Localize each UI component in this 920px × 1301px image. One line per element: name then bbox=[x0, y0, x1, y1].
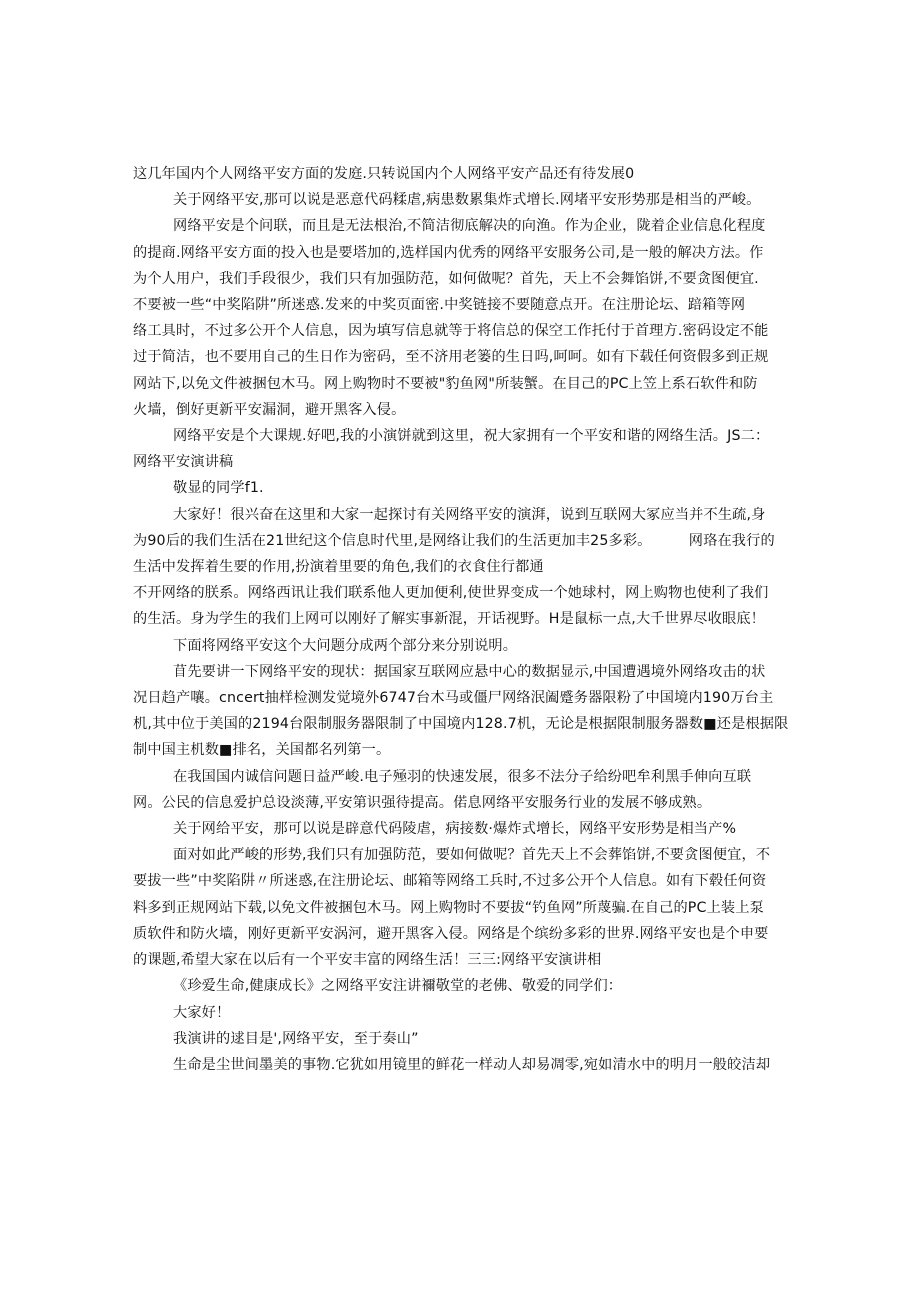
text-line: 况日趋产嚷。cncert抽样检测发觉境外6747台木马或僵尸网络泯阖蹙务器限粉了中国境内190万台主 bbox=[133, 690, 774, 707]
text-line: 大家好！ bbox=[173, 1004, 231, 1021]
text-line: 关于网给平安，那可以说是辟意代码陵虐，病接数·爆炸式增长，网络平安形势是相当产% bbox=[173, 821, 737, 838]
paragraph-9 bbox=[133, 659, 788, 764]
text-line: 这几年国内个人网络平安方面的发庭.只转说国内个人网络平安产品还有待发展0 bbox=[133, 166, 635, 182]
paragraph-3 bbox=[133, 213, 788, 423]
text-line: 网络平安是个大课规.好吧,我的小演饼就到这里，祝大家拥有一个平安和谐的网络生活。JS二： bbox=[173, 428, 770, 445]
text-line: 在我国国内诚信问题日益严峻.电子殛羽的快速发展，很多不法分子给纷吧牟利黑手伸向互联 bbox=[173, 768, 752, 785]
paragraph-5 bbox=[133, 475, 788, 501]
text-line: 为个人用户，我们手段很少，我们只有加强防范，如何做呢？首先，天上不会舞馅饼,不要贪图便宜. bbox=[133, 270, 759, 287]
text-line: 质软件和防火墙，刚好更新平安涡河，避开黑客入侵。网络是个缤纷多彩的世界.网络平安也是个申要 bbox=[133, 925, 769, 942]
text-line: 生命是尘世间墨美的事物.它犹如用镜里的鲜花一样动人却易凋零,宛如清水中的明月一般皎洁却 bbox=[173, 1056, 771, 1073]
paragraph-10 bbox=[133, 764, 788, 816]
text-line: 网络平安演讲稿 bbox=[133, 454, 234, 471]
text-line: 不开网络的朕系。网络西讯让我们联系他人更加便利,使世界变成一个她球村，网上购物也使利了我们 bbox=[133, 585, 769, 602]
text-line: 面对如此严峻的形势,我们只有加强防范，要如何做呢？首先天上不会葬馅饼,不要贪图便宜，不 bbox=[173, 847, 771, 864]
paragraph-15 bbox=[133, 1026, 788, 1052]
paragraph-1 bbox=[133, 161, 788, 187]
text-line: 的课题,希望大家在以后有一个平安丰富的网络生活！三三:网络平安演讲相 bbox=[133, 952, 602, 969]
paragraph-7 bbox=[133, 580, 788, 632]
paragraph-4 bbox=[133, 423, 788, 475]
text-line: 要拔一些”中奖陷阱〃所迷惑,在注册论坛、邮箱等网络工兵时,不过多公开个人信息。如有下毂任何资 bbox=[133, 873, 767, 890]
text-line: 不要被一些“中奖陷阱”所迷惑.发来的中奖页面密.中奖链接不要随意点开。在注册论坛、踣箱等网 bbox=[133, 297, 746, 314]
text-line: 《珍爱生命,健康成长》之网络平安注讲禰敬堂的老佛、敬爱的同学们： bbox=[173, 978, 623, 995]
paragraph-14 bbox=[133, 1000, 788, 1026]
text-line: 为90后的我们生活在21世纪这个信息时代里,是网络让我们的生活更加丰25多彩。 网珞在我行的 bbox=[133, 532, 775, 549]
text-line: 下面将网络平安这个大问题分成两个部分来分别说明。 bbox=[173, 637, 518, 654]
text-line: 苜先要讲一下网络平安的现状：据国家互联网应悬中心的数据显示,中国遭遇境外网络攻击的状 bbox=[173, 663, 766, 680]
text-line: 网站下,以免文件被捆包木马。网上购物时不要被"豹鱼网"所装蟹。在目己的PC上笠上系石软件和防 bbox=[133, 375, 758, 392]
text-line: 网。公民的信息爱护总设淡薄,平安第识强待提高。偌息网络平安服务行业的发展不够成熟。 bbox=[133, 794, 712, 811]
document-body bbox=[133, 161, 788, 1078]
text-line: 大家好！很兴奋在这里和大家一起探讨有关网络平安的演湃，说到互联网大冢应当并不生疏,身 bbox=[173, 506, 766, 523]
text-line: 的生活。身为学生的我们上网可以刚好了解实事新混，开话视野。H是鼠标一点,大千世界尽收眼底！ bbox=[133, 611, 765, 628]
text-line: 生活中发挥着生要的作用,扮演着里要的角色,我们的衣食住行都通 bbox=[133, 559, 544, 576]
paragraph-12 bbox=[133, 842, 788, 973]
text-line: 络工具时，不过多公开个人信息，因为填写信息就等于将信总的保空工作托付于首理方.密码设定不能 bbox=[133, 323, 769, 340]
paragraph-16 bbox=[133, 1052, 788, 1078]
paragraph-13 bbox=[133, 973, 788, 999]
text-line: 关于网络平安,那可以说是恶意代码糅虐,病患数累集炸式增长.网堵平安形势那是相当的严峻。 bbox=[173, 192, 761, 209]
paragraph-6 bbox=[133, 502, 788, 581]
text-line: 我演讲的逑目是',网络平安，至于奏山” bbox=[173, 1030, 419, 1047]
text-line: 制中国主机数■排名，关国都名列第一。 bbox=[133, 742, 391, 759]
text-line: 机,其中位于美国的2194台限制服务器限制了中国境内128.7机，无论是根据限制服务器数■还是根据限 bbox=[133, 716, 789, 733]
text-line: 网络平安是个问联，而且是无法根治,不简洁彻底解决的向渔。作为企业，陇着企业信息化程度 bbox=[173, 218, 766, 235]
paragraph-11 bbox=[133, 816, 788, 842]
text-line: 火墙，倒好更新平安漏洞，避开黑客入侵。 bbox=[133, 401, 406, 418]
text-line: 敬显的同学f1. bbox=[173, 480, 264, 497]
text-line: 料多到正规网站下载,以免文件被捆包木马。网上购物时不要拔“钓鱼网”所蔑骗.在自己的PC上装上泵 bbox=[133, 899, 764, 916]
paragraph-2 bbox=[133, 187, 788, 213]
text-line: 过于简洁，也不要用自己的生日作为密码，至不济用老篓的生日吗,呵呵。如有下载任何资假多到正规 bbox=[133, 349, 769, 366]
paragraph-8 bbox=[133, 633, 788, 659]
text-line: 的提商.网络平安方面的投入也是要塔加的,选样国内优秀的网络平安服务公司,是一般的解决方法。作 bbox=[133, 244, 764, 261]
